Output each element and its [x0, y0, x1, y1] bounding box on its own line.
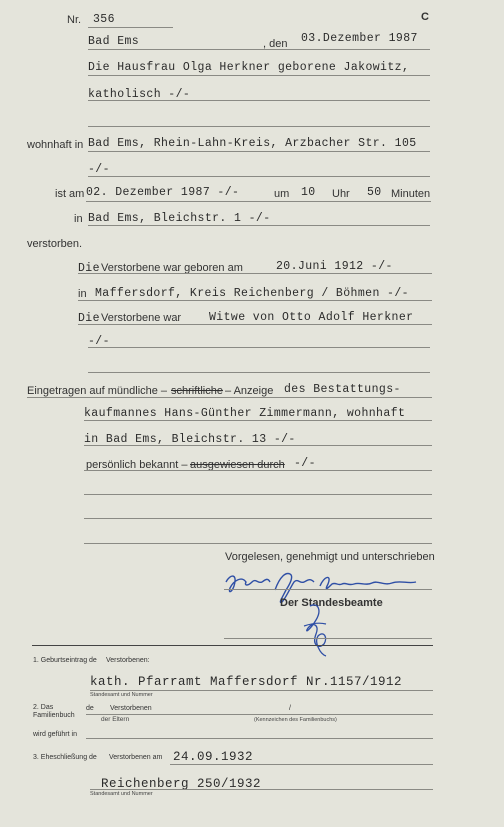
header-date: 03.Dezember 1987 — [301, 32, 418, 45]
declarant-line-1: Die Hausfrau Olga Herkner geborene Jakowitz, — [88, 61, 410, 74]
geboren-label-a: Die — [78, 262, 100, 275]
rule — [86, 201, 431, 202]
declarant-line-2: katholisch -/- — [88, 88, 191, 101]
death-place: Bad Ems, Bleichstr. 1 -/- — [88, 212, 271, 225]
f2-label: 2. Das Familienbuch — [33, 704, 75, 719]
nr-underline — [88, 27, 173, 28]
rule — [84, 494, 432, 495]
rule — [27, 397, 432, 398]
wohnhaft-cont: -/- — [88, 163, 110, 176]
status-label-a: Die — [78, 312, 100, 325]
death-date: 02. Dezember 1987 -/- — [86, 186, 240, 199]
death-minutes: 50 — [367, 186, 382, 199]
f3-date: 24.09.1932 — [173, 750, 254, 764]
rule — [88, 151, 430, 152]
ist-am-label: ist am — [55, 188, 85, 200]
rule — [84, 420, 432, 421]
eingetragen-label: Eingetragen auf mündliche – — [27, 385, 168, 397]
uhr-label: Uhr — [332, 188, 350, 200]
rule — [84, 470, 432, 471]
f1-label: 1. Geburtseintrag de — [33, 657, 97, 664]
ausgewiesen-struck: ausgewiesen durch — [190, 459, 285, 471]
f2-eltern: der Eltern — [101, 716, 130, 723]
bekannt-value: -/- — [294, 457, 316, 470]
bekannt-label: persönlich bekannt – — [86, 459, 188, 471]
rule — [90, 789, 433, 790]
nr-value: 356 — [93, 13, 115, 26]
rule — [88, 347, 430, 348]
rule — [90, 690, 433, 691]
f2-wird: wird geführt in — [33, 731, 77, 738]
den-label: , den — [263, 38, 288, 50]
informant-a: des Bestattungs- — [284, 383, 401, 396]
rule — [84, 543, 432, 544]
header-place: Bad Ems — [88, 35, 140, 48]
standesbeamte-label: Der Standesbeamte — [280, 597, 383, 609]
informant-c: in Bad Ems, Bleichstr. 13 -/- — [84, 433, 296, 446]
rule — [88, 126, 430, 127]
f2-verst: Verstorbenen — [110, 705, 152, 712]
status-value: Witwe von Otto Adolf Herkner — [209, 311, 414, 324]
in-label-2: in — [78, 288, 87, 300]
rule — [78, 273, 432, 274]
rule — [86, 738, 433, 739]
signature-line — [224, 589, 432, 590]
rule — [88, 176, 430, 177]
status-cont: -/- — [88, 335, 110, 348]
minuten-label: Minuten — [391, 188, 431, 200]
official-signature — [296, 600, 338, 660]
wohnhaft-value: Bad Ems, Rhein-Lahn-Kreis, Arzbacher Str. 105 — [88, 137, 417, 150]
f3-caption: Standesamt und Nummer — [90, 791, 153, 797]
informant-b: kaufmannes Hans-Günther Zimmermann, wohnhaft — [84, 407, 406, 420]
rule — [88, 225, 430, 226]
rule — [88, 372, 430, 373]
section-separator — [32, 645, 433, 646]
rule — [170, 764, 433, 765]
f2-caption: (Kennzeichen des Familienbuchs) — [254, 717, 337, 723]
f2-slash: / — [289, 705, 291, 712]
anzeige-label: – Anzeige — [225, 385, 274, 397]
um-label: um — [274, 188, 290, 200]
official-line — [224, 638, 432, 639]
wohnhaft-label: wohnhaft in — [27, 139, 84, 151]
f1-caption: Standesamt und Nummer — [90, 692, 153, 698]
corner-letter: C — [421, 11, 429, 23]
rule — [78, 300, 432, 301]
rule — [78, 324, 432, 325]
rule — [88, 100, 430, 101]
f1-value: kath. Pfarramt Maffersdorf Nr.1157/1912 — [90, 675, 403, 689]
schriftliche-struck: schriftliche — [171, 385, 223, 397]
f3-label-2: Verstorbenen am — [109, 754, 163, 761]
rule — [84, 445, 432, 446]
rule — [84, 518, 432, 519]
f2-de: de — [86, 705, 94, 712]
f3-value: Reichenberg 250/1932 — [101, 777, 262, 791]
geboren-label-b: Verstorbene war geboren am — [101, 262, 243, 274]
closing-text: Vorgelesen, genehmigt und unterschrieben — [225, 551, 435, 563]
birth-place: Maffersdorf, Kreis Reichenberg / Böhmen -/- — [95, 287, 409, 300]
header-underline — [88, 49, 430, 50]
in-label: in — [74, 213, 83, 225]
birth-date: 20.Juni 1912 -/- — [276, 260, 393, 273]
death-hour: 10 — [301, 186, 316, 199]
verstorben-label: verstorben. — [27, 238, 83, 250]
nr-label: Nr. — [67, 14, 82, 26]
rule — [88, 75, 430, 76]
status-label-b: Verstorbene war — [101, 312, 182, 324]
rule — [86, 714, 433, 715]
f1-label-2: Verstorbenen: — [106, 657, 150, 664]
f3-label: 3. Eheschließung de — [33, 754, 97, 761]
